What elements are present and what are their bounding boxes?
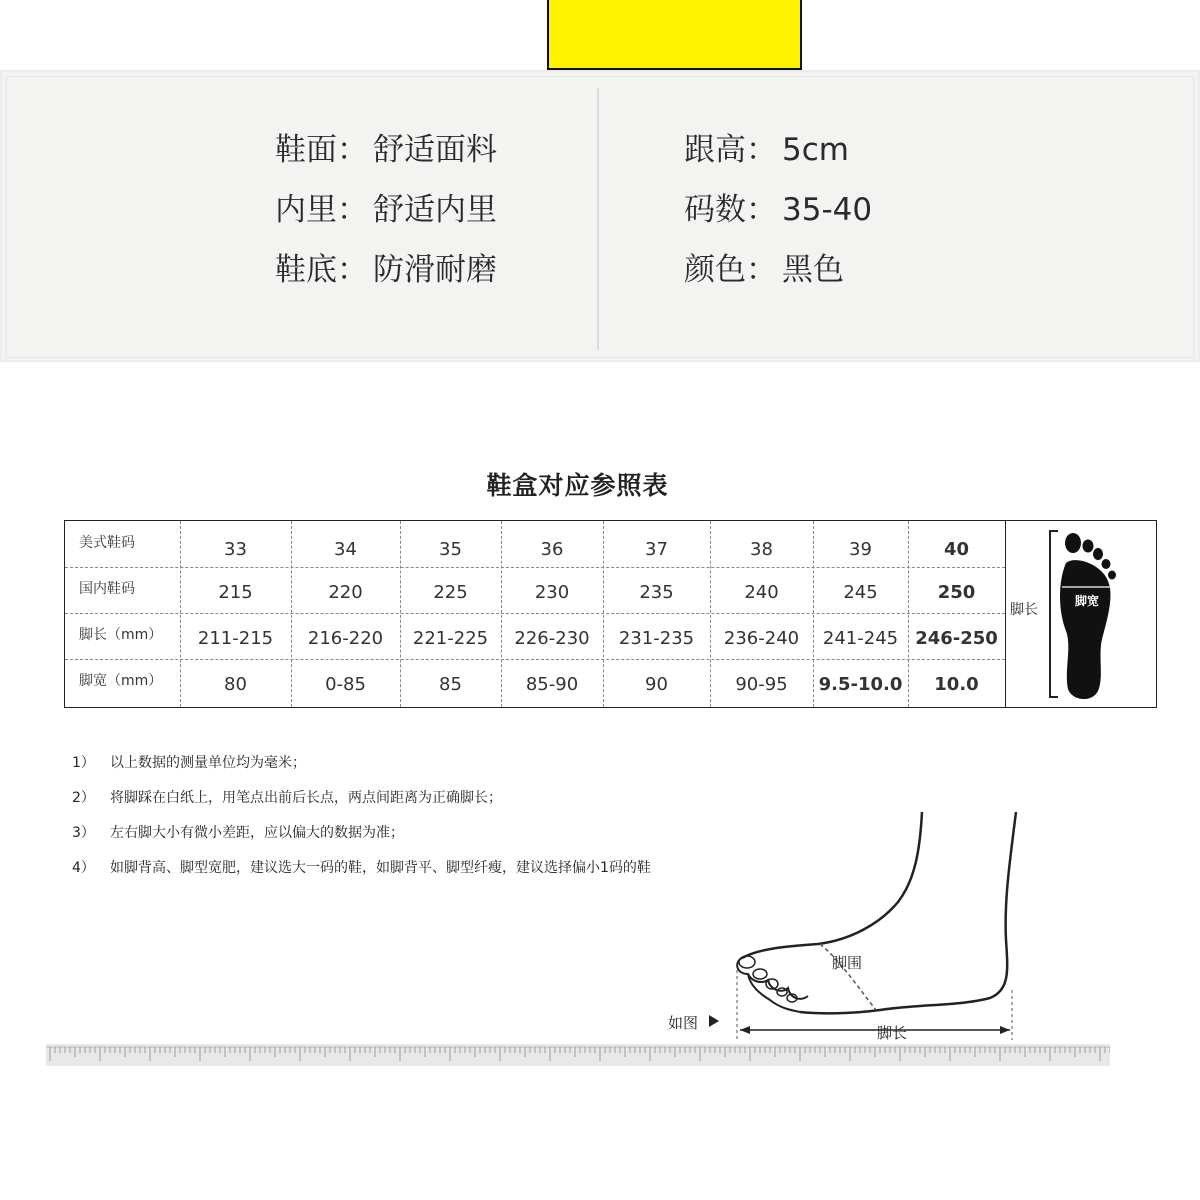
table-row-divider (65, 613, 1005, 614)
note-text: 将脚踩在白纸上，用笔点出前后长点，两点间距离为正确脚长； (110, 790, 502, 806)
note-text: 左右脚大小有微小差距，应以偏大的数据为准； (110, 825, 404, 841)
note-text: 以上数据的测量单位均为毫米； (110, 755, 306, 771)
spec-value: 5cm (782, 132, 849, 168)
spec-key: 鞋面 (275, 132, 337, 168)
header-tab (547, 0, 802, 70)
size-table-cell: 221-225 (412, 628, 489, 649)
size-table-row-label: 美式鞋码 (79, 535, 135, 551)
as-shown-label: 如图 (668, 1014, 699, 1032)
spec-value: 舒适面料 (373, 132, 497, 168)
size-table (64, 520, 1157, 708)
spec-separator: ： (337, 192, 368, 228)
size-table-cell: 241-245 (822, 628, 899, 649)
size-table-cell: 250 (937, 582, 976, 603)
table-column-divider (908, 521, 909, 707)
size-table-cell: 33 (224, 539, 247, 560)
notes-list (72, 750, 651, 890)
footprint-icon (1006, 521, 1157, 707)
spec-separator: ： (746, 132, 777, 168)
size-table-cell: 35 (439, 539, 462, 560)
spec-value: 防滑耐磨 (373, 252, 497, 288)
size-table-cell: 39 (849, 539, 872, 560)
size-table-cell: 37 (645, 539, 668, 560)
note-item (72, 785, 651, 820)
spec-row-color (684, 240, 872, 300)
size-table-cell: 245 (843, 582, 878, 603)
size-table-cell: 90 (645, 674, 668, 695)
spec-separator: ： (337, 252, 368, 288)
size-table-cell: 220 (328, 582, 363, 603)
spec-key: 颜色 (684, 252, 746, 288)
spec-value: 35-40 (782, 192, 873, 228)
table-row-divider (65, 659, 1005, 660)
spec-row-upper (275, 120, 497, 180)
table-column-divider (603, 521, 604, 707)
length-label: 脚长 (877, 1024, 908, 1042)
spec-row-heel (684, 120, 872, 180)
spec-key: 码数 (684, 192, 746, 228)
table-column-divider (291, 521, 292, 707)
spec-separator: ： (337, 132, 368, 168)
spec-column-left (275, 120, 497, 300)
size-table-cell: 211-215 (197, 628, 274, 649)
spec-row-sole (275, 240, 497, 300)
spec-column-right (684, 120, 872, 300)
size-table-title: 鞋盒对应参照表 (486, 471, 669, 500)
table-column-divider (501, 521, 502, 707)
spec-separator: ： (746, 192, 777, 228)
size-table-cell: 231-235 (618, 628, 695, 649)
size-table-cell: 235 (639, 582, 674, 603)
note-item (72, 820, 651, 855)
table-row-divider (65, 567, 1005, 568)
size-table-cell: 225 (433, 582, 468, 603)
size-table-cell: 0-85 (325, 674, 366, 695)
note-item (72, 750, 651, 785)
girth-label: 脚围 (832, 954, 863, 972)
table-column-divider (180, 521, 181, 707)
spec-row-size (684, 180, 872, 240)
size-table-cell: 40 (943, 539, 970, 560)
size-table-cell: 246-250 (915, 628, 998, 649)
size-table-cell: 80 (224, 674, 247, 695)
size-table-row-label: 国内鞋码 (79, 581, 135, 597)
size-table-cell: 230 (534, 582, 570, 603)
size-table-cell: 85 (439, 674, 462, 695)
spec-key: 跟高 (684, 132, 746, 168)
ruler-graphic (46, 1044, 1110, 1066)
note-number: 3） (72, 825, 95, 841)
size-table-cell: 216-220 (307, 628, 384, 649)
note-number: 2） (72, 790, 95, 806)
table-column-divider (400, 521, 401, 707)
size-table-cell: 34 (334, 539, 357, 560)
table-column-divider (813, 521, 814, 707)
note-item (72, 855, 651, 890)
size-table-row-label: 脚宽（mm） (79, 673, 163, 689)
size-table-cell: 240 (744, 582, 779, 603)
spec-value: 舒适内里 (373, 192, 497, 228)
spec-row-lining (275, 180, 497, 240)
size-table-cell: 236-240 (723, 628, 800, 649)
size-table-cell: 215 (218, 582, 253, 603)
spec-key: 鞋底 (275, 252, 337, 288)
size-table-row-label: 脚长（mm） (79, 627, 163, 643)
size-table-cell: 10.0 (934, 674, 979, 695)
spec-panel-border (6, 76, 1194, 358)
size-table-cell: 9.5-10.0 (818, 674, 903, 695)
table-column-divider (710, 521, 711, 707)
size-table-cell: 90-95 (735, 674, 788, 695)
spec-panel (0, 70, 1200, 362)
spec-separator: ： (746, 252, 777, 288)
foot-length-label: 脚长 (1010, 602, 1038, 618)
spec-divider (597, 88, 599, 350)
note-number: 1） (72, 755, 95, 771)
foot-diagram-box (1005, 521, 1157, 707)
size-table-cell: 85-90 (525, 674, 579, 695)
size-table-cell: 226-230 (514, 628, 590, 649)
note-text: 如脚背高、脚型宽肥，建议选大一码的鞋，如脚背平、脚型纤瘦，建议选择偏小1码的鞋 (110, 860, 651, 876)
spec-value: 黑色 (782, 252, 844, 288)
foot-width-label: 脚宽 (1074, 594, 1100, 608)
size-table-cell: 36 (540, 539, 564, 560)
note-number: 4） (72, 860, 95, 876)
size-table-cell: 38 (750, 539, 773, 560)
spec-key: 内里 (275, 192, 337, 228)
